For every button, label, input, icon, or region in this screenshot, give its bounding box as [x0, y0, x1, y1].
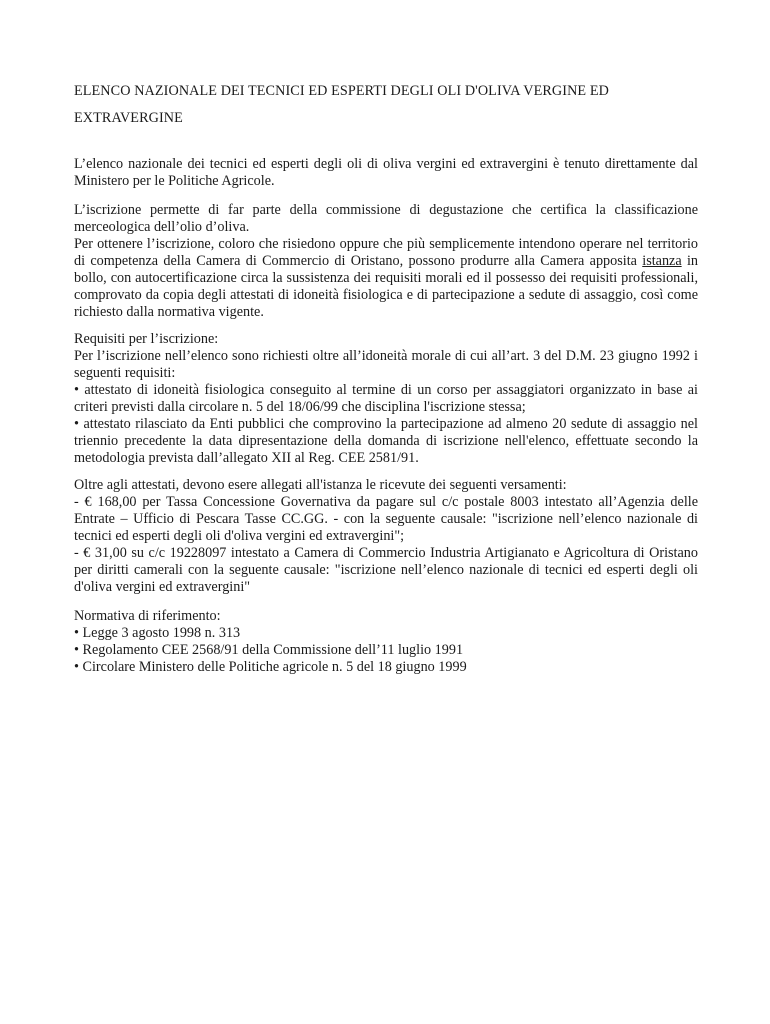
title-line-2: EXTRAVERGINE	[74, 110, 183, 126]
requisiti-item-2: • attestato rilasciato da Enti pubblici che comprovino la partecipazione ad almeno 20 sedute di assaggio nel triennio precedente la data dipresentazione della domanda di iscrizione nell'elenco, effettuate secondo la metodologia prevista dall’allegato XII al Reg. CEE 2581/91.	[74, 416, 698, 467]
istanza-link[interactable]: istanza	[642, 253, 682, 269]
document-title	[74, 78, 698, 132]
versamenti-item-1: - € 168,00 per Tassa Concessione Governativa da pagare sul c/c postale 8003 intestato all’Agenzia delle Entrate – Ufficio di Pescara Tasse CC.GG. - con la seguente causale: "iscrizione nell’elenco nazionale di tecnici ed esperti degli oli d'oliva vergini ed extravergini";	[74, 494, 698, 544]
requisiti-text: Per l’iscrizione nell’elenco sono richiesti oltre all’idoneità morale di cui all’art. 3 del D.M. 23 giugno 1992 i seguenti requisiti:	[74, 348, 698, 381]
iscrizione-text-before-link: Per ottenere l’iscrizione, coloro che risiedono oppure che più semplicemente intendono operare nel territorio di competenza della Camera di Commercio di Oristano, possono produrre alla Camera apposita	[74, 236, 698, 269]
iscrizione-paragraph-1: L’iscrizione permette di far parte della commissione di degustazione che certifica la classificazione merceologica dell’olio d’oliva.	[74, 202, 698, 235]
normativa-item-3: • Circolare Ministero delle Politiche agricole n. 5 del 18 giugno 1999	[74, 659, 698, 676]
normativa-heading: Normativa di riferimento:	[74, 608, 221, 624]
intro-paragraph: L’elenco nazionale dei tecnici ed esperti degli oli di oliva vergini ed extravergini è tenuto direttamente dal Ministero per le Politiche Agricole.	[74, 156, 698, 189]
document-page	[74, 78, 698, 676]
title-line-1: ELENCO NAZIONALE DEI TECNICI ED ESPERTI DEGLI OLI D'OLIVA VERGINE ED	[74, 83, 609, 99]
iscrizione-text-after-link: in bollo, con autocertificazione circa la sussistenza dei requisiti morali ed il possesso dei requisiti professionali, comprovato da copia degli attestati di idoneità fisiologica e di partecipazione a sedute di assaggio, così come richiesto dalla normativa vigente.	[74, 253, 698, 320]
normativa-item-2: • Regolamento CEE 2568/91 della Commissione dell’11 luglio 1991	[74, 642, 698, 659]
versamenti-intro: Oltre agli attestati, devono esere allegati all'istanza le ricevute dei seguenti versamenti:	[74, 477, 567, 493]
versamenti-item-2: - € 31,00 su c/c 19228097 intestato a Camera di Commercio Industria Artigianato e Agricoltura di Oristano per diritti camerali con la seguente causale: "iscrizione nell’elenco nazionale di tecnici ed esperti degli oli d'oliva vergini ed extravergini"	[74, 545, 698, 595]
normativa-list	[74, 625, 698, 676]
requisiti-heading: Requisiti per l’iscrizione:	[74, 331, 219, 347]
requisiti-list	[74, 382, 698, 467]
normativa-item-1: • Legge 3 agosto 1998 n. 313	[74, 625, 698, 642]
requisiti-item-1: • attestato di idoneità fisiologica conseguito al termine di un corso per assaggiatori organizzato in base ai criteri previsti dalla circolare n. 5 del 18/06/99 che disciplina l'iscrizione stessa;	[74, 382, 698, 416]
iscrizione-paragraph-2	[74, 236, 698, 321]
